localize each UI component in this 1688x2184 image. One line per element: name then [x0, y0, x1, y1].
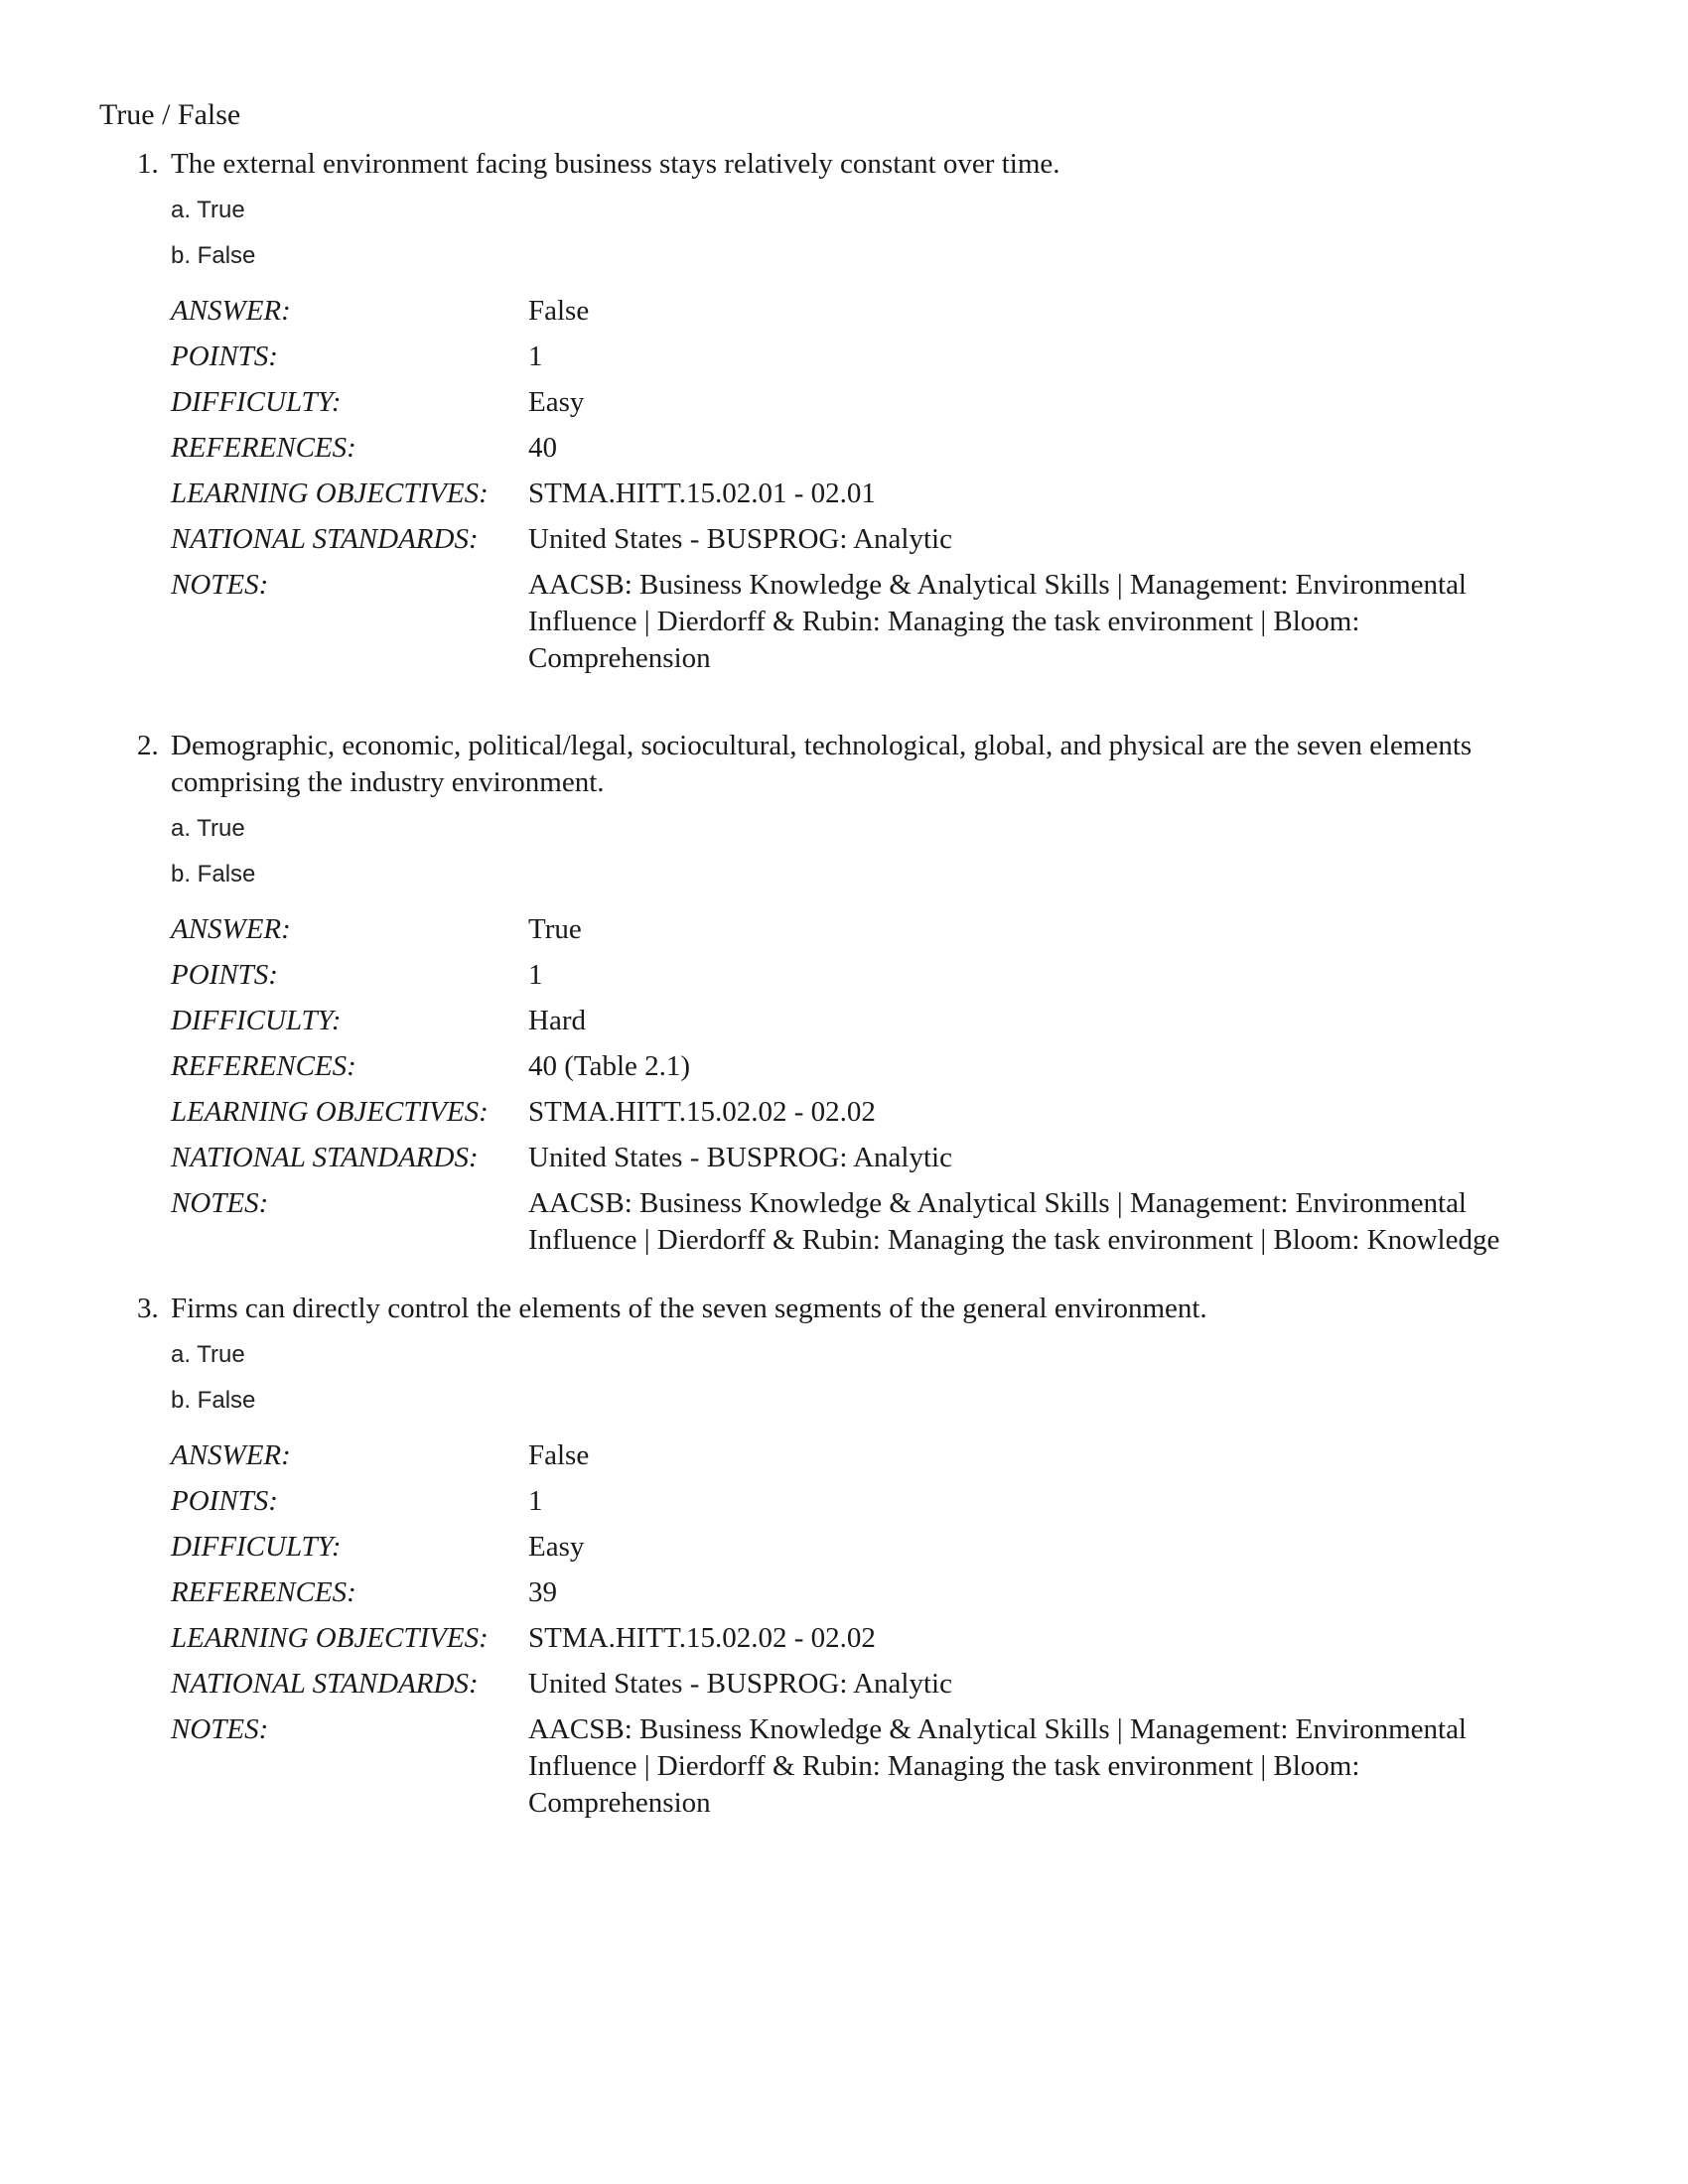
- answer-row: [171, 1437, 1547, 1474]
- question-2: [137, 728, 1547, 1268]
- notes-label: NOTES:: [171, 569, 269, 601]
- points-row: [171, 957, 1547, 994]
- learning-objectives-value: STMA.HITT.15.02.02 - 02.02: [528, 1622, 876, 1654]
- learning-objectives-value: STMA.HITT.15.02.01 - 02.01: [528, 478, 876, 509]
- option-true: a. True: [171, 197, 245, 223]
- notes-value: AACSB: Business Knowledge & Analytical Skills | Management: Environmental Influence | Dierdorff & Rubin: Managing the task environment | Bloom: Knowledge: [528, 1187, 1500, 1256]
- question-number: 2.: [137, 730, 159, 761]
- points-value: 1: [528, 959, 543, 991]
- notes-value: AACSB: Business Knowledge & Analytical Skills | Management: Environmental Influence | Dierdorff & Rubin: Managing the task environment | Bloom: Comprehension: [528, 569, 1467, 674]
- option-true: a. True: [171, 1341, 245, 1368]
- learning-objectives-row: [171, 476, 1547, 512]
- notes-row: [171, 1185, 1547, 1259]
- difficulty-value: Hard: [528, 1005, 586, 1036]
- answer-label: ANSWER:: [171, 295, 291, 327]
- points-label: POINTS:: [171, 1485, 278, 1517]
- answer-options: [171, 188, 1547, 279]
- answer-options: [171, 1332, 1547, 1424]
- difficulty-label: DIFFICULTY:: [171, 1005, 342, 1036]
- points-row: [171, 339, 1547, 375]
- answer-value: True: [528, 913, 582, 945]
- national-standards-row: [171, 1666, 1547, 1703]
- difficulty-row: [171, 1003, 1547, 1039]
- difficulty-value: Easy: [528, 1531, 585, 1563]
- question-stem: [137, 1291, 1547, 1327]
- question-metadata: [171, 911, 1547, 1259]
- question-text: Demographic, economic, political/legal, sociocultural, technological, global, and physical are the seven elements comprising the industry environment.: [171, 730, 1473, 798]
- references-row: [171, 430, 1547, 467]
- option-false: b. False: [171, 1387, 256, 1414]
- question-number: 3.: [137, 1293, 159, 1324]
- references-value: 40 (Table 2.1): [528, 1050, 691, 1082]
- question-1: [137, 146, 1547, 686]
- learning-objectives-label: LEARNING OBJECTIVES:: [171, 478, 489, 509]
- notes-label: NOTES:: [171, 1187, 269, 1219]
- points-row: [171, 1483, 1547, 1520]
- national-standards-value: United States - BUSPROG: Analytic: [528, 1142, 952, 1173]
- notes-row: [171, 1711, 1547, 1822]
- answer-row: [171, 293, 1547, 330]
- question-stem: [137, 146, 1547, 183]
- question-text: Firms can directly control the elements of the seven segments of the general environment.: [171, 1293, 1207, 1324]
- national-standards-value: United States - BUSPROG: Analytic: [528, 1668, 952, 1700]
- points-label: POINTS:: [171, 959, 278, 991]
- national-standards-label: NATIONAL STANDARDS:: [171, 1668, 479, 1700]
- learning-objectives-label: LEARNING OBJECTIVES:: [171, 1622, 489, 1654]
- section-title: True / False: [99, 98, 241, 131]
- national-standards-label: NATIONAL STANDARDS:: [171, 1142, 479, 1173]
- points-value: 1: [528, 341, 543, 372]
- question-text: The external environment facing business stays relatively constant over time.: [171, 148, 1060, 180]
- references-label: REFERENCES:: [171, 1050, 356, 1082]
- option-false: b. False: [171, 242, 256, 269]
- points-value: 1: [528, 1485, 543, 1517]
- references-value: 39: [528, 1576, 557, 1608]
- question-stem: [137, 728, 1547, 801]
- notes-label: NOTES:: [171, 1713, 269, 1745]
- answer-row: [171, 911, 1547, 948]
- national-standards-label: NATIONAL STANDARDS:: [171, 523, 479, 555]
- learning-objectives-value: STMA.HITT.15.02.02 - 02.02: [528, 1096, 876, 1128]
- learning-objectives-label: LEARNING OBJECTIVES:: [171, 1096, 489, 1128]
- difficulty-row: [171, 384, 1547, 421]
- question-number: 1.: [137, 148, 159, 180]
- difficulty-label: DIFFICULTY:: [171, 386, 342, 418]
- learning-objectives-row: [171, 1094, 1547, 1131]
- national-standards-value: United States - BUSPROG: Analytic: [528, 523, 952, 555]
- references-label: REFERENCES:: [171, 432, 356, 464]
- answer-value: False: [528, 295, 590, 327]
- references-value: 40: [528, 432, 557, 464]
- national-standards-row: [171, 1140, 1547, 1176]
- question-metadata: [171, 293, 1547, 677]
- option-true: a. True: [171, 815, 245, 842]
- question-metadata: [171, 1437, 1547, 1822]
- answer-label: ANSWER:: [171, 913, 291, 945]
- difficulty-value: Easy: [528, 386, 585, 418]
- option-false: b. False: [171, 861, 256, 887]
- answer-options: [171, 806, 1547, 897]
- national-standards-row: [171, 521, 1547, 558]
- references-row: [171, 1048, 1547, 1085]
- difficulty-label: DIFFICULTY:: [171, 1531, 342, 1563]
- notes-row: [171, 567, 1547, 677]
- notes-value: AACSB: Business Knowledge & Analytical Skills | Management: Environmental Influence | Dierdorff & Rubin: Managing the task environment | Bloom: Comprehension: [528, 1713, 1467, 1819]
- references-row: [171, 1574, 1547, 1611]
- references-label: REFERENCES:: [171, 1576, 356, 1608]
- points-label: POINTS:: [171, 341, 278, 372]
- answer-label: ANSWER:: [171, 1439, 291, 1471]
- difficulty-row: [171, 1529, 1547, 1566]
- question-3: [137, 1291, 1547, 1831]
- learning-objectives-row: [171, 1620, 1547, 1657]
- answer-value: False: [528, 1439, 590, 1471]
